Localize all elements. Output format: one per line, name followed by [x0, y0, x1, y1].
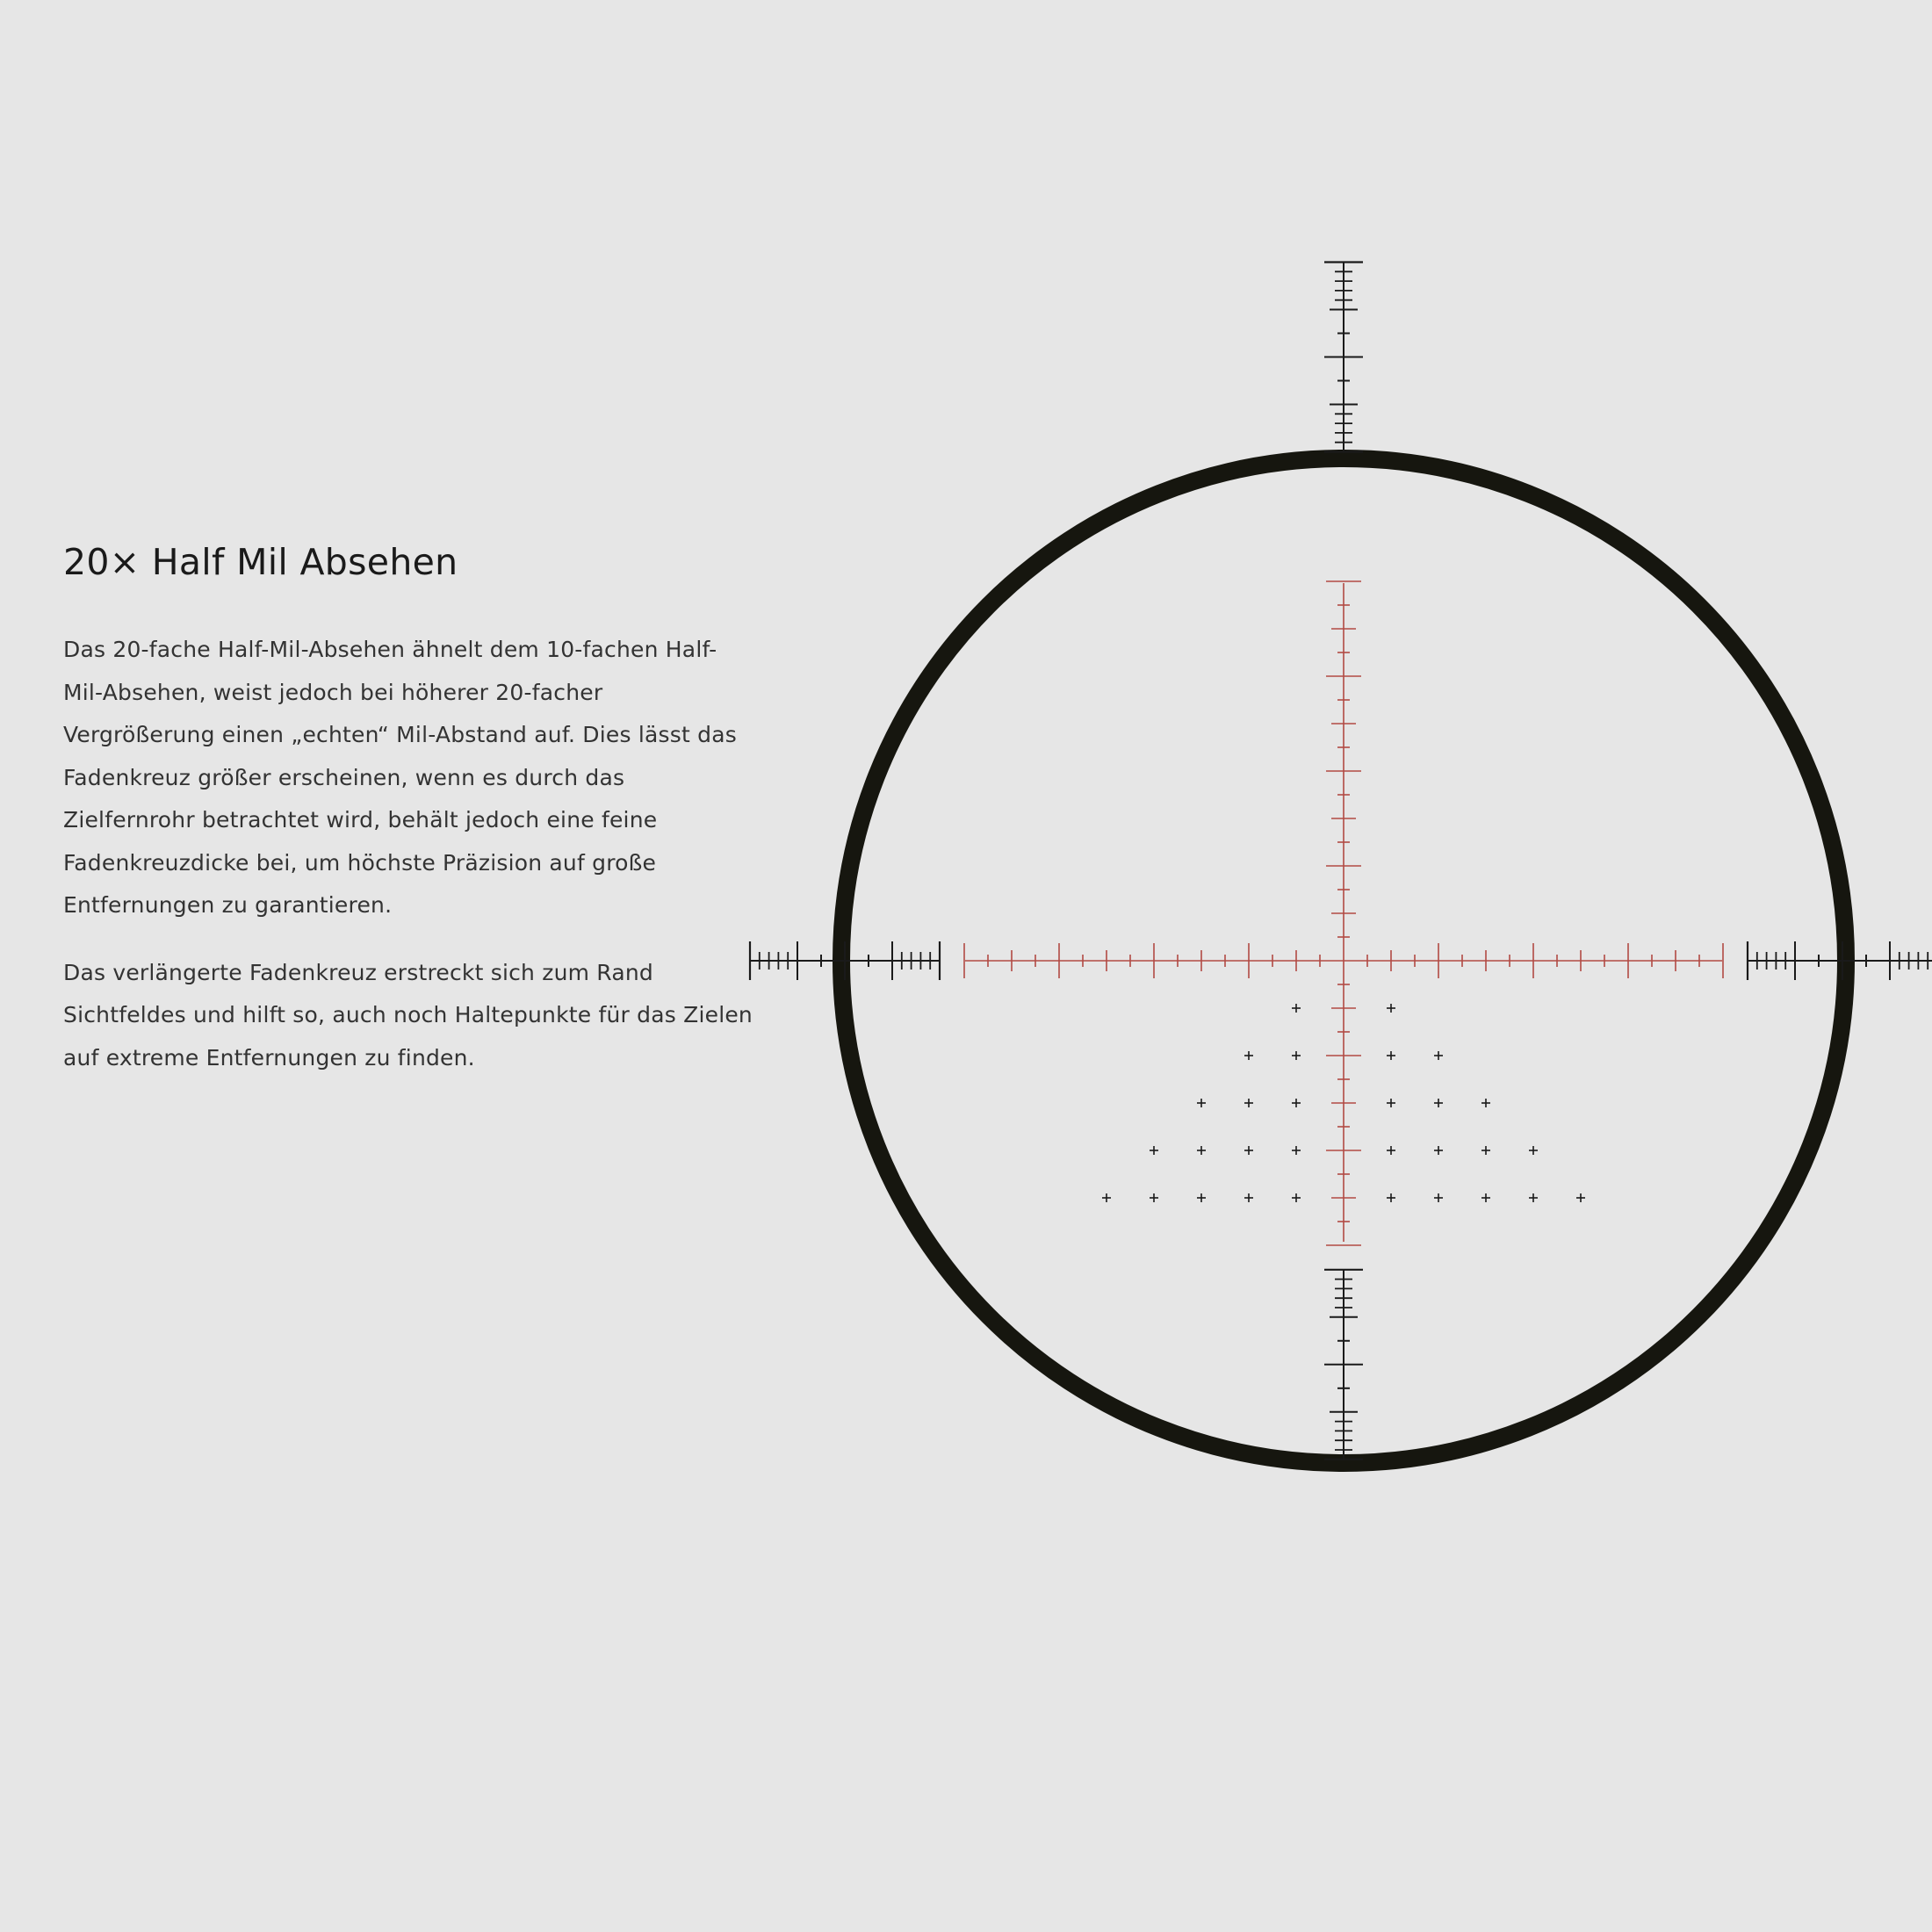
outer-crosshair-black — [750, 263, 1932, 1460]
paragraph-line: Das verlängerte Fadenkreuz erstreckt sich zum Rand — [63, 959, 653, 985]
reticle-title: 20× Half Mil Absehen — [63, 541, 458, 583]
paragraph-line: Fadenkreuzdicke bei, um höchste Präzision auf große — [63, 849, 657, 876]
paragraph-line: Vergrößerung einen „echten“ Mil-Abstand auf. Dies lässt das — [63, 722, 737, 747]
paragraph-line: auf extreme Entfernungen zu finden. — [63, 1044, 475, 1071]
paragraph-line: Sichtfeldes und hilft so, auch noch Haltepunkte für das Zielen — [63, 1002, 753, 1027]
paragraph-line: Entfernungen zu garantieren. — [63, 892, 393, 918]
paragraph-line: Mil-Absehen, weist jedoch bei höherer 20-facher — [63, 679, 603, 705]
paragraph-line: Fadenkreuz größer erscheinen, wenn es durch das — [63, 764, 625, 790]
paragraph-line: Zielfernrohr betrachtet wird, behält jedoch eine feine — [63, 807, 658, 833]
inner-crosshair-red — [964, 581, 1723, 1245]
paragraph-line: Das 20-fache Half-Mil-Absehen ähnelt dem 10-fachen Half- — [63, 637, 717, 662]
